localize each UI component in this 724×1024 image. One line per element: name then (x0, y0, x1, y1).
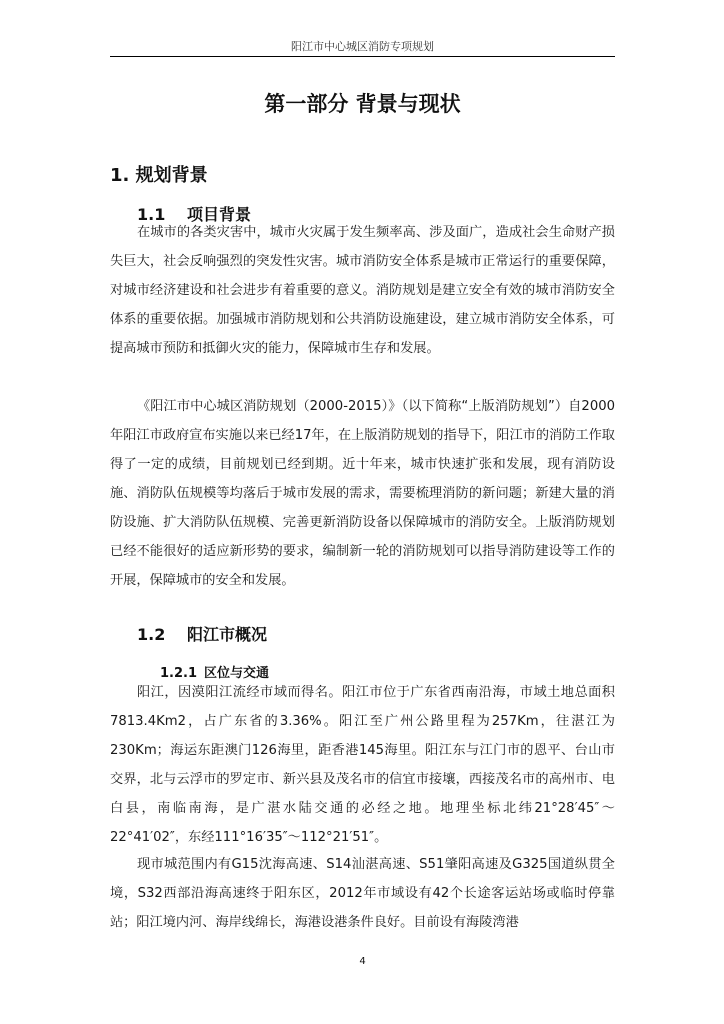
section-title: 区位与交通 (204, 666, 270, 681)
header-rule (110, 56, 615, 57)
section-heading-1-2 (137, 622, 267, 645)
section-title: 阳江市概况 (187, 625, 268, 644)
running-header: 阳江市中心城区消防专项规划 (291, 40, 434, 53)
paragraph-project-background: 在城市的各类灾害中，城市火灾属于发生频率高、涉及面广，造成社会生命财产损失巨大，社会反响强烈的突发性灾害。城市消防安全体系是城市正常运行的重要保障，对城市经济建设和社会进步有着重要的意义。消防规划是建立安全有效的城市消防安全体系的重要依据。加强城市消防规划和公共消防设施建设，建立城市消防安全体系，可提高城市预防和抵御火灾的能力，保障城市生存和发展。 (110, 225, 615, 356)
section-title: 项目背景 (187, 205, 252, 224)
paragraph-location: 阳江，因漠阳江流经市域而得名。阳江市位于广东省西南沿海，市域土地总面积7813.4Km2，占广东省的3.36%。阳江至广州公路里程为257Km，往湛江为230Km；海运东距澳门126海里，距香港145海里。阳江东与江门市的恩平、台山市交界，北与云浮市的罗定市、新兴县及茂名市的信宜市接壤，西接茂名市的高州市、电白县，南临南海，是广湛水陆交通的必经之地。地理坐标北纬21°28′45″～22°41′02″，东经111°16′35″～112°21′51″。 (110, 685, 615, 845)
paragraph-previous-plan: 《阳江市中心城区消防规划（2000-2015）》（以下简称“上版消防规划”）自2000年阳江市政府宣布实施以来已经17年，在上版消防规划的指导下，阳江市的消防工作取得了一定的成绩，目前规划已经到期。近十年来，城市快速扩张和发展，现有消防设施、消防队伍规模等均落后于城市发展的需求，需要梳理消防的新问题；新建大量的消防设施、扩大消防队伍规模、完善更新消防设备以保障城市的消防安全。上版消防规划已经不能很好的适应新形势的要求，编制新一轮的消防规划可以指导消防建设等工作的开展，保障城市的安全和发展。 (110, 399, 615, 588)
section-number: 1.2.1 (160, 666, 198, 681)
part-title: 第一部分 背景与现状 (264, 92, 461, 116)
section-heading-1: 1. 规划背景 (110, 165, 208, 186)
paragraph-transport: 现市城范围内有G15沈海高速、S14汕湛高速、S51肇阳高速及G325国道纵贯全境，S32西部沿海高速终于阳东区，2012年市域设有42个长途客运站场或临时停靠站；阳江境内河、海岸线绵长，海港设港条件良好。目前设有海陵湾港 (110, 857, 615, 930)
section-number: 1.2 (137, 625, 166, 644)
page-number: 4 (359, 956, 366, 967)
section-number: 1.1 (137, 205, 166, 224)
